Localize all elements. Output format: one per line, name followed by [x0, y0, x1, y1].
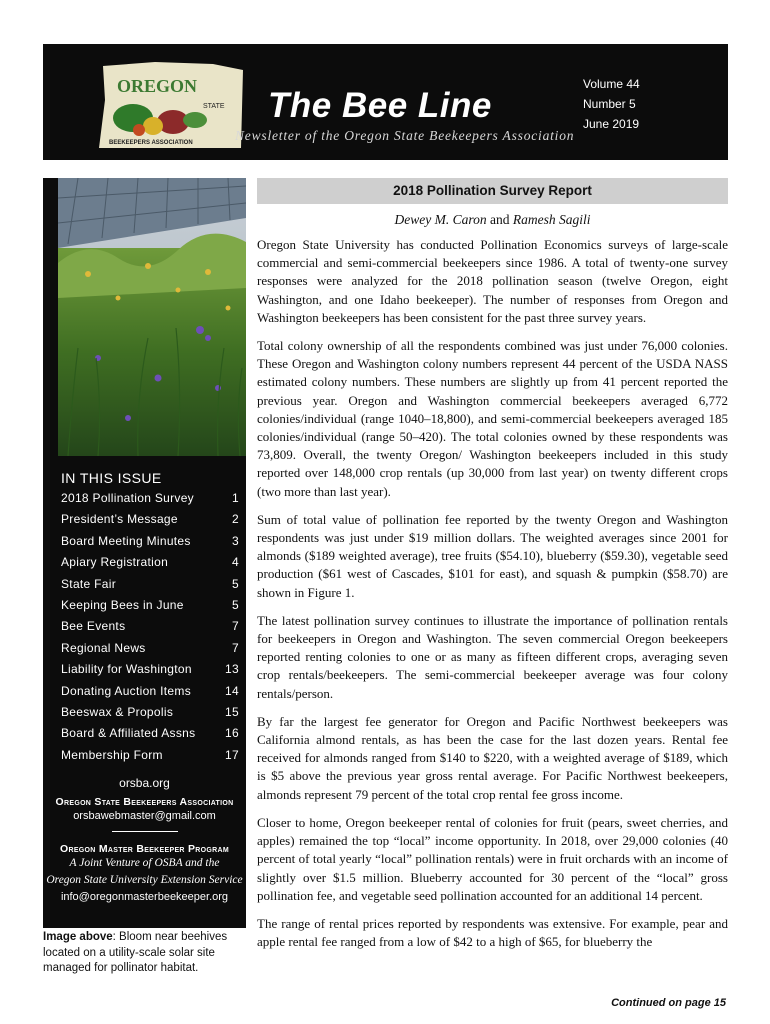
toc-item-page: 3: [232, 533, 239, 548]
toc-item[interactable]: [61, 723, 239, 744]
joint-venture-line-1: A Joint Venture of OSBA and the: [69, 857, 220, 869]
webmaster-email-link[interactable]: orsbawebmaster@gmail.com: [73, 810, 216, 822]
toc-item-page: 17: [225, 747, 239, 762]
toc-item-label: State Fair: [61, 576, 117, 591]
article-body: [257, 236, 728, 961]
newsletter-subtitle: Newsletter of the Oregon State Beekeepers Association: [235, 128, 575, 143]
logo-word: OREGON: [117, 76, 198, 96]
toc-item[interactable]: [61, 702, 239, 723]
toc-item-page: 7: [232, 619, 239, 634]
toc-item[interactable]: [61, 681, 239, 702]
program-name: Oregon Master Beekeeper Program: [60, 843, 229, 855]
logo-association: BEEKEEPERS ASSOCIATION: [109, 140, 193, 146]
paragraph: Closer to home, Oregon beekeeper rental of colonies for fruit (pears, sweet cherries, and apples) remained the top “local” income opportunity. In 2018, over 29,000 colonies (40 percent of total yearly “local” pollination rentals) were in fruit orchards with an income of slightly over $1.5 million. Blueberry accounted for 30 percent of the “local” gross pollination fee, and vegetable seed pollination accounted for an additional 14 percent.: [257, 814, 728, 903]
toc-item-label: Keeping Bees in June: [61, 597, 184, 612]
toc-item[interactable]: [61, 659, 239, 680]
toc-item-label: Donating Auction Items: [61, 683, 192, 698]
divider: [112, 831, 178, 832]
toc-item-page: 2: [232, 512, 239, 527]
toc-item-label: Board & Affiliated Assns: [61, 726, 196, 741]
toc-item-page: 5: [232, 597, 239, 612]
caption-text: : Bloom near beehives located on a utility-scale solar site managed for pollinator habitat.: [43, 931, 228, 974]
author-name: Ramesh Sagili: [512, 212, 591, 227]
toc-item-page: 15: [225, 704, 239, 719]
toc-item[interactable]: [61, 531, 239, 552]
oregon-state-beekeepers-logo: [95, 60, 245, 150]
website-link[interactable]: orsba.org: [119, 776, 170, 790]
toc-item-page: 16: [225, 726, 239, 741]
sidebar-contact: [43, 776, 246, 903]
sidebar: [43, 178, 246, 928]
program-email-link[interactable]: info@oregonmasterbeekeeper.org: [60, 891, 229, 903]
toc-item-label: Apiary Registration: [61, 555, 169, 570]
date-label: June 2019: [583, 117, 640, 131]
paragraph: The latest pollination survey continues to illustrate the importance of pollination rentals for beekeepers in Oregon and Washington. The seven commercial Oregon beekeepers reported renting colonies to one or as many as fifteen different crops, averaging seven crop rentals/beekeepers. The semi-commercial beekeeper average was four colony rentals/person.: [257, 612, 728, 701]
toc-item-page: 5: [232, 576, 239, 591]
toc-item-label: Membership Form: [61, 747, 163, 762]
toc-item[interactable]: [61, 488, 239, 509]
author-name: Dewey M. Caron: [394, 212, 487, 227]
toc-item-page: 7: [232, 640, 239, 655]
toc-item-label: Regional News: [61, 640, 146, 655]
toc-item[interactable]: [61, 616, 239, 637]
toc-item-page: 13: [225, 662, 239, 677]
toc-item[interactable]: [61, 574, 239, 595]
article-byline: [257, 212, 728, 228]
newsletter-title: The Bee Line: [268, 86, 492, 125]
toc-item[interactable]: [61, 552, 239, 573]
toc-item-label: Beeswax & Propolis: [61, 704, 174, 719]
toc-item-label: Board Meeting Minutes: [61, 533, 191, 548]
organization-name: Oregon State Beekeepers Association: [55, 796, 234, 808]
paragraph: By far the largest fee generator for Oregon and Pacific Northwest beekeepers was California almond rentals, as has been the case for the last dozen years. Rental fee received for almonds ranged from $140 to $220, with a weighted average of $189, which is $5 above the previous year gross rental average. For Pacific Northwest beekeepers, almonds represent 79 percent of the total crop rental fee gross income.: [257, 713, 728, 802]
paragraph: Total colony ownership of all the respondents combined was just under 76,000 colonies. These Oregon and Washington colony numbers represent 44 percent of the USDA NASS estimated colony numbers. These numbers are slightly up from 41 percent reported the previous year. Oregon and Washington commercial beekeepers averaged 6,772 colonies/individual (range 1040–18,800), and semi-commercial beekeepers averaged 185 colonies/individual (range 50–420). The total colonies owned by these respondents was 73,809. Overall, the twenty Oregon/ Washington beekeepers included in this study reported over 148,000 crop rentals (up 30,000 from last year) on twenty different crops (two more than last year).: [257, 338, 728, 499]
pollinator-meadow-photo: [58, 178, 246, 456]
paragraph: The range of rental prices reported by respondents was extensive. For example, pear and apple rental fee ranged from a low of $42 to a high of $65, for blueberry the: [257, 915, 728, 950]
table-of-contents: [61, 488, 239, 766]
caption-lead: Image above: [43, 931, 113, 943]
photo-caption: [43, 930, 253, 977]
continued-note[interactable]: Continued on page 15: [611, 997, 726, 1009]
toc-item[interactable]: [61, 638, 239, 659]
toc-item-label: President’s Message: [61, 512, 178, 527]
toc-item-page: 1: [232, 491, 239, 505]
joint-venture-line-2: Oregon State University Extension Service: [46, 874, 243, 886]
paragraph: Oregon State University has conducted Pollination Economics surveys of large-scale commercial and semi-commercial beekeepers since 1986. A total of twenty-one survey responses were analyzed for the 2018 pollination season (twelve Oregon, eight Washington, and one Idaho beekeeper). The number of responses from Oregon and Washington beekeepers has been consistent for the past three survey years.: [257, 237, 728, 325]
masthead: [43, 44, 728, 160]
toc-item-page: 4: [232, 555, 239, 570]
toc-item-page: 14: [225, 683, 239, 698]
article-heading: 2018 Pollination Survey Report: [257, 178, 728, 204]
number-label: Number 5: [583, 97, 636, 111]
paragraph: Sum of total value of pollination fee reported by the twenty Oregon and Washington respondents was just under $19 million dollars. The weighted averages since 2001 for almonds ($189 weighted average), tree fruits ($54.10), blueberry ($59.30), vegetable seed production ($61 west of Cascades, $101 for east), and squash & pumpkin ($58.70) are shown in Figure 1.: [257, 511, 728, 600]
issue-info: [583, 74, 640, 134]
byline-conjunction: and: [486, 212, 513, 227]
logo-state: STATE: [203, 103, 225, 110]
toc-item-label: Liability for Washington: [61, 662, 192, 677]
toc-item-label: Bee Events: [61, 619, 126, 634]
toc-item[interactable]: [61, 509, 239, 530]
toc-heading: IN THIS ISSUE: [61, 470, 162, 486]
toc-item-label: 2018 Pollination Survey: [61, 491, 194, 505]
volume-label: Volume 44: [583, 77, 640, 91]
toc-item[interactable]: [61, 745, 239, 766]
toc-item[interactable]: [61, 595, 239, 616]
